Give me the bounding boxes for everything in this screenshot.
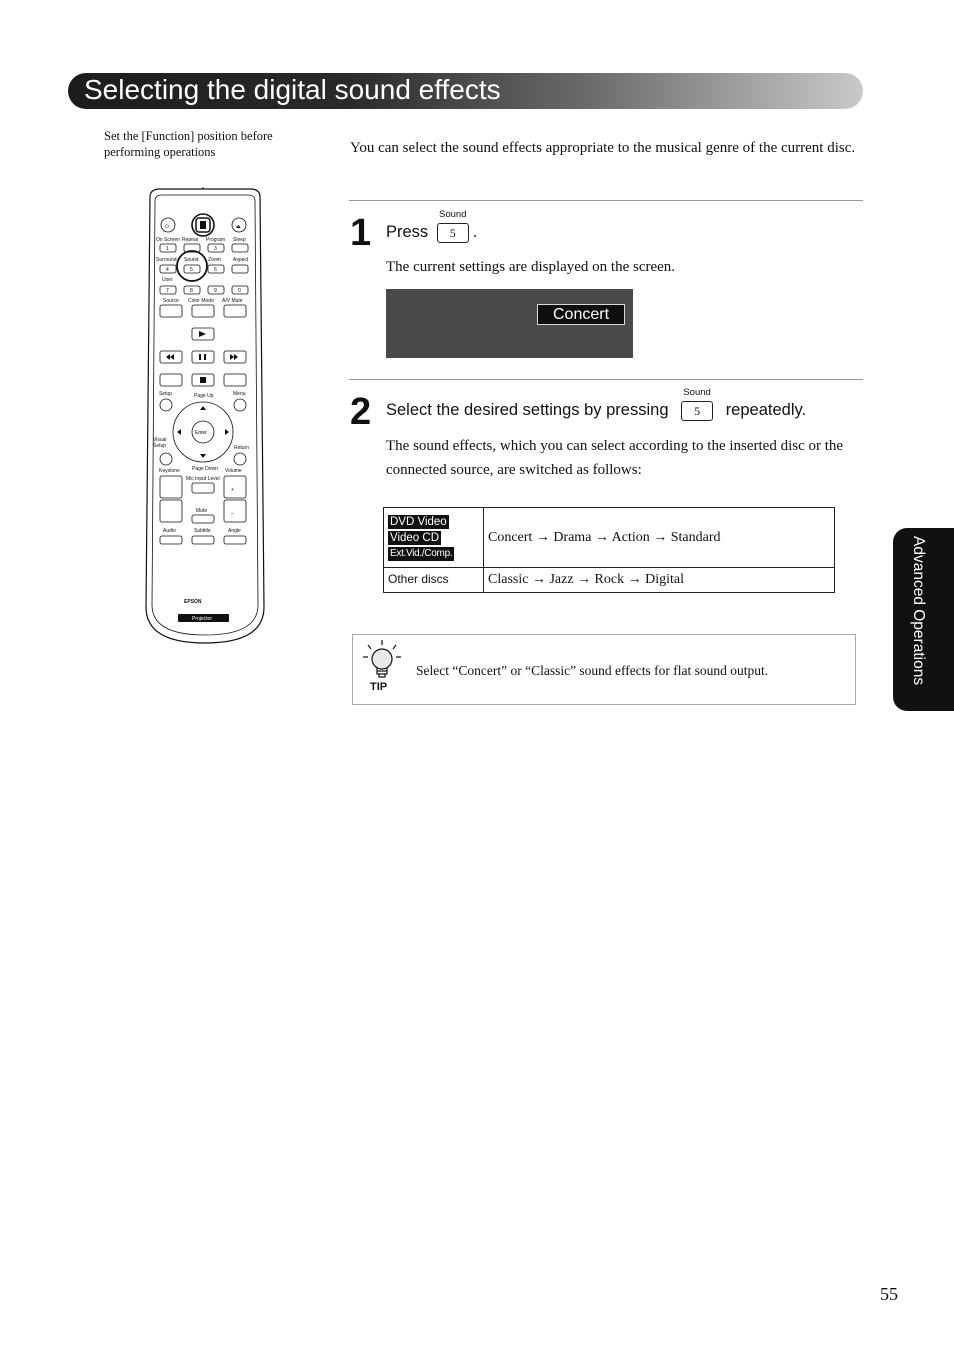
step-1-instruction: Press Sound 5 .: [386, 208, 478, 241]
svg-text:Source: Source: [163, 298, 179, 304]
remote-label-sleep: Sleep: [233, 237, 246, 243]
step-1-number: 1: [350, 212, 372, 254]
remote-label-program: Program: [206, 237, 226, 243]
svg-text:Page Up: Page Up: [194, 393, 214, 399]
svg-text:4: 4: [166, 267, 169, 273]
remote-label-repeat: Repeat: [182, 237, 199, 243]
svg-text:⏻: ⏻: [165, 224, 169, 230]
lightbulb-icon: [360, 638, 404, 682]
svg-text:0: 0: [238, 288, 241, 294]
svg-text:Page Down: Page Down: [192, 466, 218, 472]
effect-sequence-cell: Classic → Jazz → Rock → Digital: [484, 568, 835, 593]
page-title: Selecting the digital sound effects: [84, 74, 501, 105]
osd-current-setting: Concert: [537, 304, 625, 325]
tip-text: Select “Concert” or “Classic” sound effects for flat sound output.: [416, 663, 769, 678]
step-2-description: The sound effects, which you can select according to the inserted disc or the connected source, are switched as follows:: [386, 438, 844, 478]
svg-text:Volume: Volume: [225, 468, 242, 474]
step-2-instruction: Select the desired settings by pressing Sound 5 repeatedly.: [386, 386, 807, 419]
svg-text:Projector: Projector: [192, 616, 213, 622]
svg-text:8: 8: [190, 288, 193, 294]
disc-badge: Ext.Vid./Comp.: [390, 547, 453, 559]
table-row: [384, 568, 835, 593]
svg-text:Setup: Setup: [153, 443, 167, 449]
svg-text:Return: Return: [234, 445, 250, 451]
step-1-description: The current settings are displayed on the screen.: [386, 259, 676, 275]
svg-text:Mic Input Level: Mic Input Level: [186, 476, 220, 482]
table-row: [384, 508, 835, 568]
svg-text:–: –: [231, 511, 234, 517]
divider: [349, 379, 863, 380]
section-side-tab: [893, 528, 954, 711]
disc-type-cell: Other discs: [384, 568, 484, 593]
svg-text:Visual: Visual: [153, 437, 167, 443]
svg-text:A/V Mute: A/V Mute: [222, 298, 243, 304]
svg-text:Mute: Mute: [196, 508, 208, 514]
svg-text:Audio: Audio: [163, 528, 176, 534]
osd-screen-preview: [386, 289, 633, 358]
svg-text:Setup: Setup: [159, 391, 173, 397]
page-title-bar: [68, 73, 863, 109]
svg-text:Surround: Surround: [156, 257, 177, 263]
svg-text:Keystone: Keystone: [159, 468, 180, 474]
svg-text:+: +: [231, 487, 234, 493]
sound-key-icon: Sound 5: [681, 401, 713, 421]
disc-badge: Video CD: [390, 531, 440, 544]
tip-box: [352, 634, 856, 705]
svg-text:7: 7: [166, 288, 169, 294]
remote-note: Set the [Function] position before performing operations: [104, 129, 273, 159]
remote-brand: EPSON: [184, 599, 202, 605]
sound-effects-table: [383, 507, 835, 593]
svg-text:Enter: Enter: [195, 430, 207, 436]
svg-text:Aspect: Aspect: [233, 257, 249, 263]
svg-text:Subtitle: Subtitle: [194, 528, 211, 534]
svg-text:⏏: ⏏: [236, 224, 241, 230]
svg-text:Color Mode: Color Mode: [188, 298, 214, 304]
page-number: 55: [880, 1284, 898, 1304]
svg-text:3: 3: [214, 246, 217, 252]
divider: [349, 200, 863, 201]
sound-key-icon: Sound 5: [437, 223, 469, 243]
effect-sequence-cell: Concert → Drama → Action → Standard: [484, 508, 835, 568]
svg-text:User: User: [162, 277, 173, 283]
svg-text:6: 6: [214, 267, 217, 273]
svg-text:5: 5: [190, 267, 193, 273]
step-2-number: 2: [350, 391, 372, 433]
svg-text:9: 9: [214, 288, 217, 294]
svg-text:Menu: Menu: [233, 391, 246, 397]
svg-text:Zoom: Zoom: [208, 257, 221, 263]
svg-text:Sound: Sound: [184, 257, 199, 263]
remote-label-on-screen: On Screen: [156, 237, 180, 243]
svg-text:1: 1: [166, 246, 169, 252]
section-side-tab-label: Advanced Operations: [910, 536, 927, 686]
tip-label: TIP: [370, 681, 388, 693]
svg-text:Angle: Angle: [228, 528, 241, 534]
intro-text: You can select the sound effects appropriate to the musical genre of the current disc.: [350, 140, 856, 156]
remote-control-illustration: [140, 187, 270, 647]
disc-type-cell: [384, 508, 484, 568]
disc-badge: DVD Video: [390, 515, 447, 528]
